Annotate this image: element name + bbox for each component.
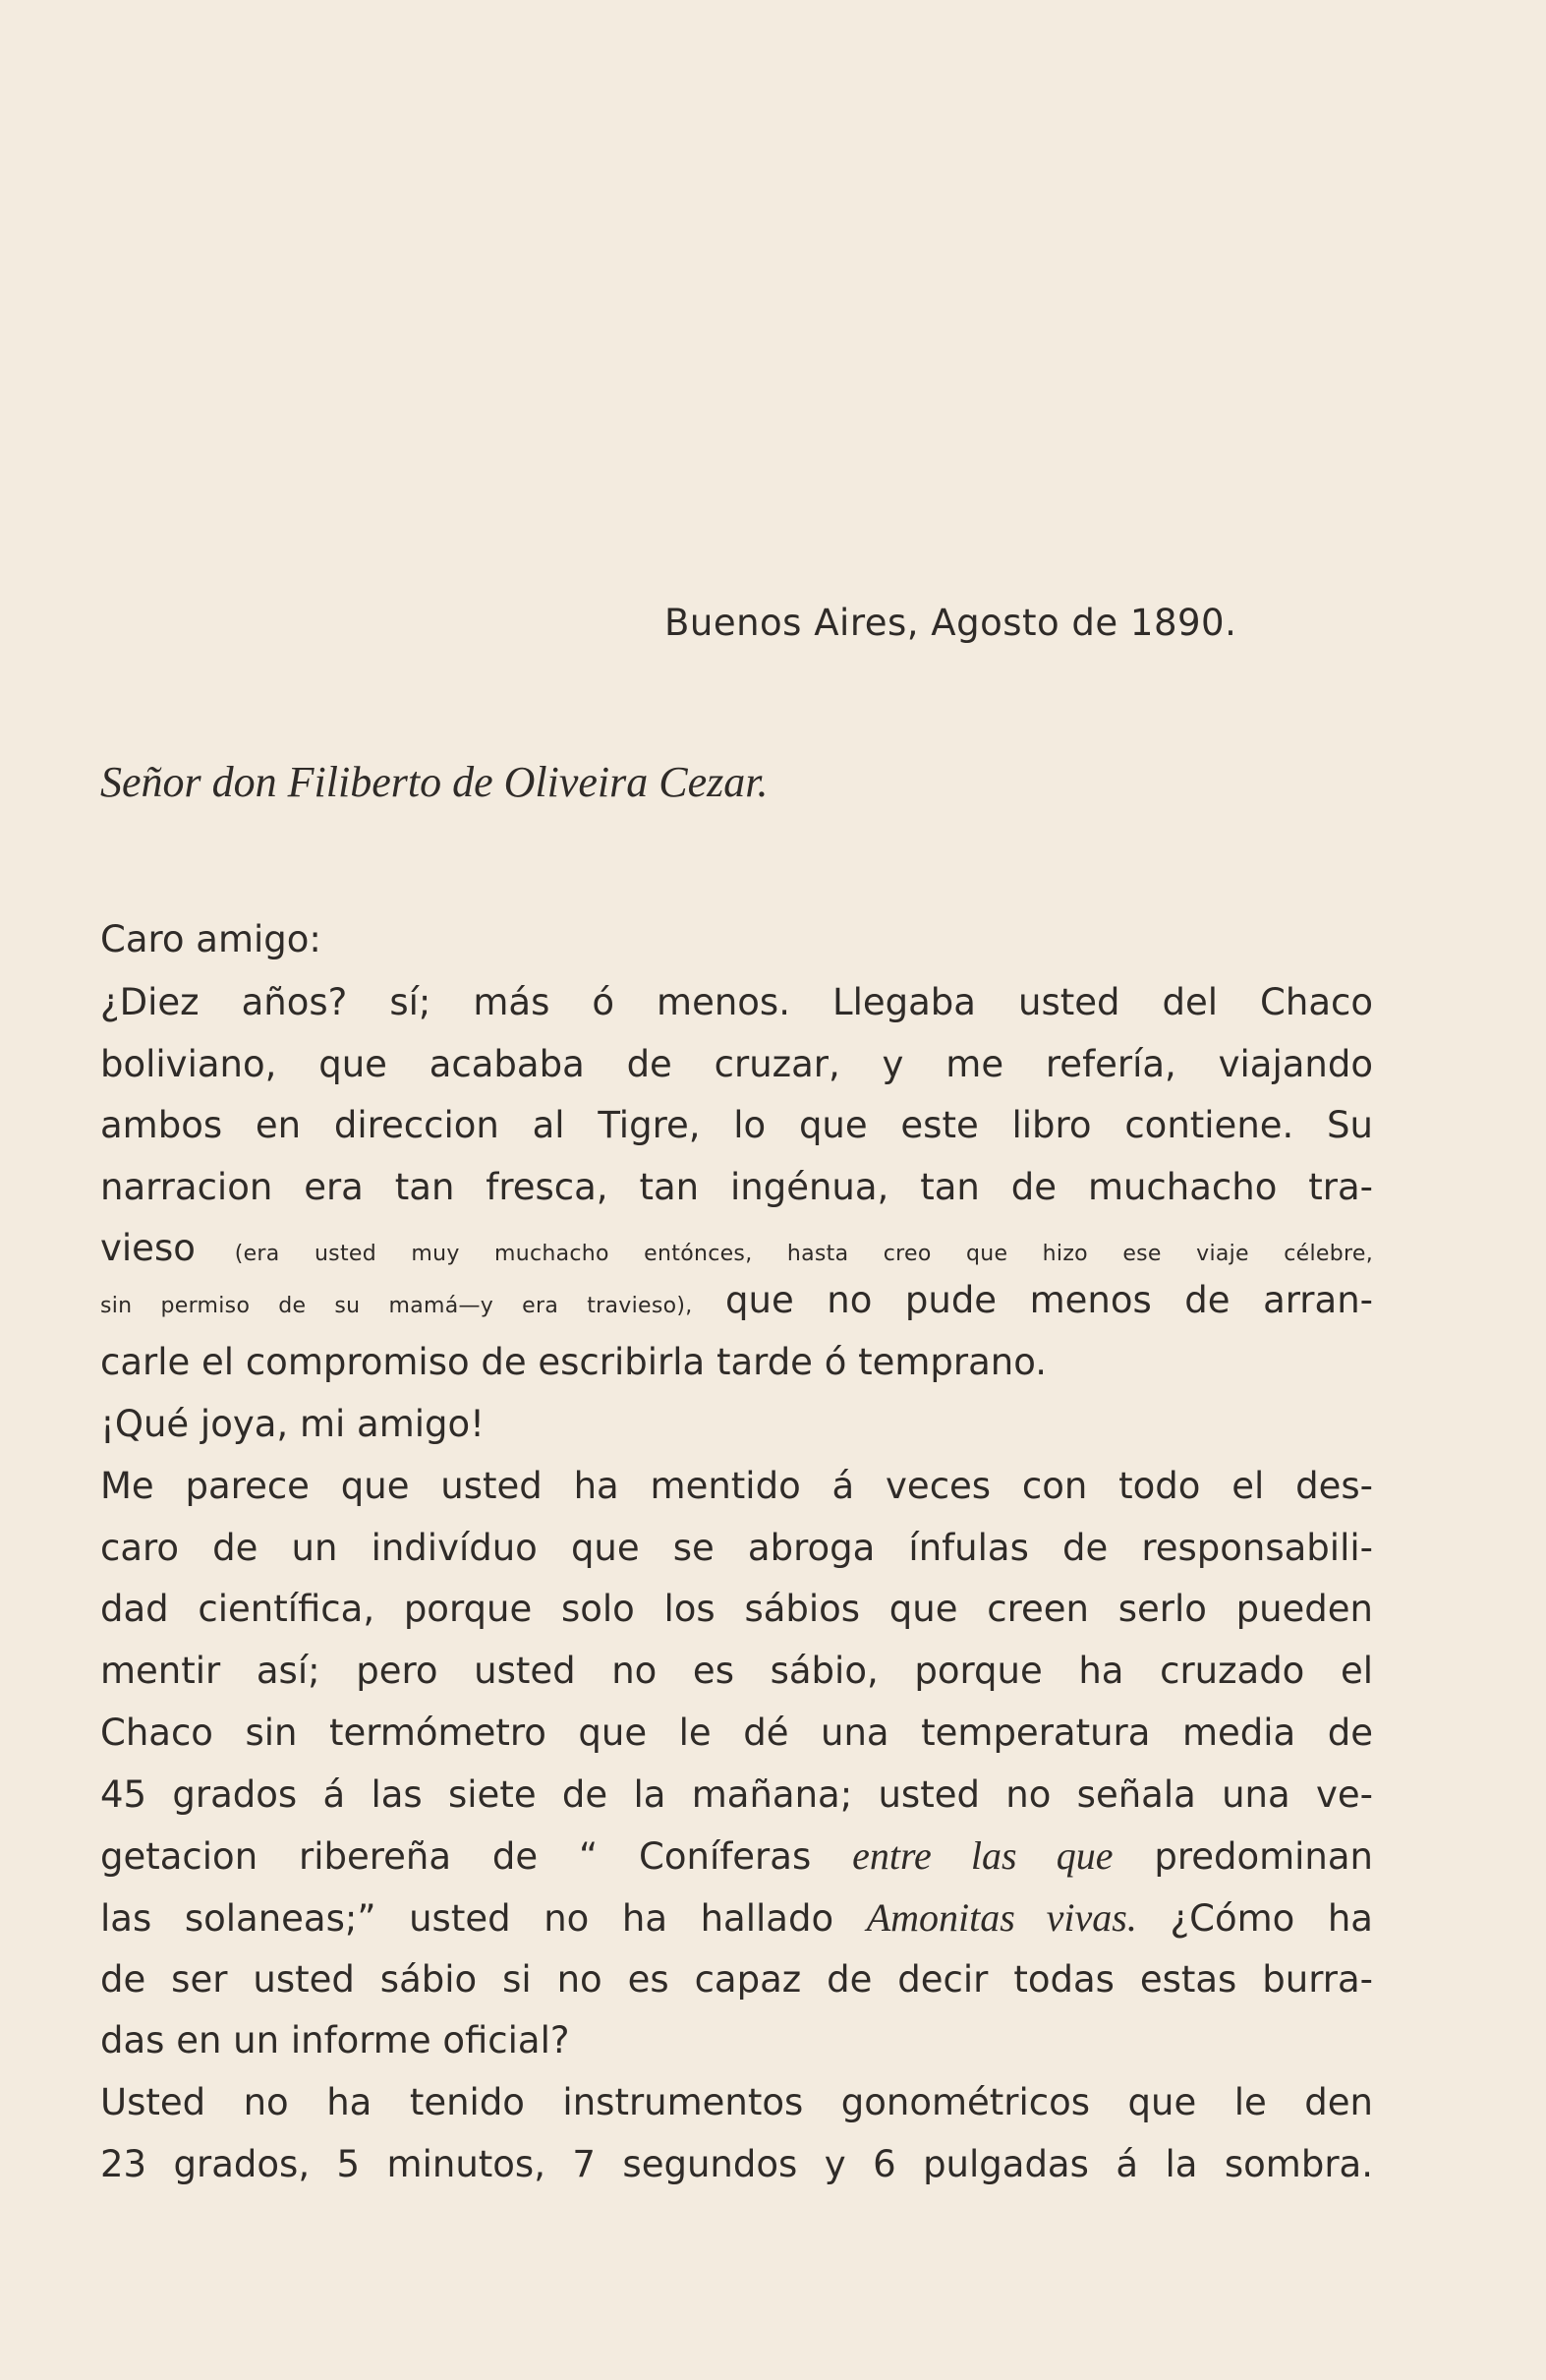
text-span: que no pude menos de arran- (725, 1279, 1373, 1321)
text-span-small: sin permiso de su mamá—y era travieso), (100, 1294, 693, 1318)
text-line: Usted no ha tenido instrumentos gonométricos que le den (100, 2081, 1373, 2123)
text-line: 23 grados, 5 minutos, 7 segundos y 6 pulgadas á la sombra. (100, 2143, 1373, 2185)
text-line-mixed (100, 1832, 1373, 1880)
letter-salutation: Caro amigo: (100, 918, 321, 960)
text-span: predominan (1154, 1835, 1373, 1878)
text-span-small: (era usted muy muchacho entónces, hasta creo que hizo ese viaje célebre, (234, 1242, 1373, 1266)
text-line: Chaco sin termómetro que le dé una temperatura media de (100, 1712, 1373, 1754)
text-line: carle el compromiso de escribirla tarde ó temprano. (100, 1341, 1047, 1383)
letter-addressee: Señor don Filiberto de Oliveira Cezar. (100, 758, 769, 806)
text-line-mixed (100, 1225, 1373, 1272)
text-line: das en un informe oficial? (100, 2019, 570, 2061)
text-line: de ser usted sábio si no es capaz de decir todas estas burra- (100, 1958, 1373, 2001)
text-line: Me parece que usted ha mentido á veces con todo el des- (100, 1465, 1373, 1507)
text-span: las solaneas;” usted no ha hallado (100, 1897, 834, 1940)
text-span: getacion ribereña de “ Coníferas (100, 1835, 812, 1878)
text-span-italic: Amonitas vivas. (866, 1895, 1137, 1940)
text-line: boliviano, que acababa de cruzar, y me refería, viajando (100, 1043, 1373, 1085)
text-line-mixed (100, 1277, 1373, 1324)
text-span: ¿Cómo ha (1170, 1897, 1373, 1940)
letter-dateline: Buenos Aires, Agosto de 1890. (664, 602, 1237, 644)
text-line: dad científica, porque solo los sábios que creen serlo pueden (100, 1588, 1373, 1630)
text-span: vieso (100, 1227, 196, 1269)
text-line: ¿Diez años? sí; más ó menos. Llegaba usted del Chaco (100, 981, 1373, 1023)
text-line: caro de un indivíduo que se abroga ínfulas de responsabili- (100, 1527, 1373, 1569)
text-line: narracion era tan fresca, tan ingénua, tan de muchacho tra- (100, 1166, 1373, 1208)
text-span-italic: entre las que (852, 1833, 1114, 1878)
text-line: ambos en direccion al Tigre, lo que este libro contiene. Su (100, 1104, 1373, 1146)
text-line: ¡Qué joya, mi amigo! (100, 1403, 485, 1445)
text-line: 45 grados á las siete de la mañana; usted no señala una ve- (100, 1773, 1373, 1816)
text-line: mentir así; pero usted no es sábio, porque ha cruzado el (100, 1650, 1373, 1692)
text-line-mixed (100, 1894, 1373, 1942)
